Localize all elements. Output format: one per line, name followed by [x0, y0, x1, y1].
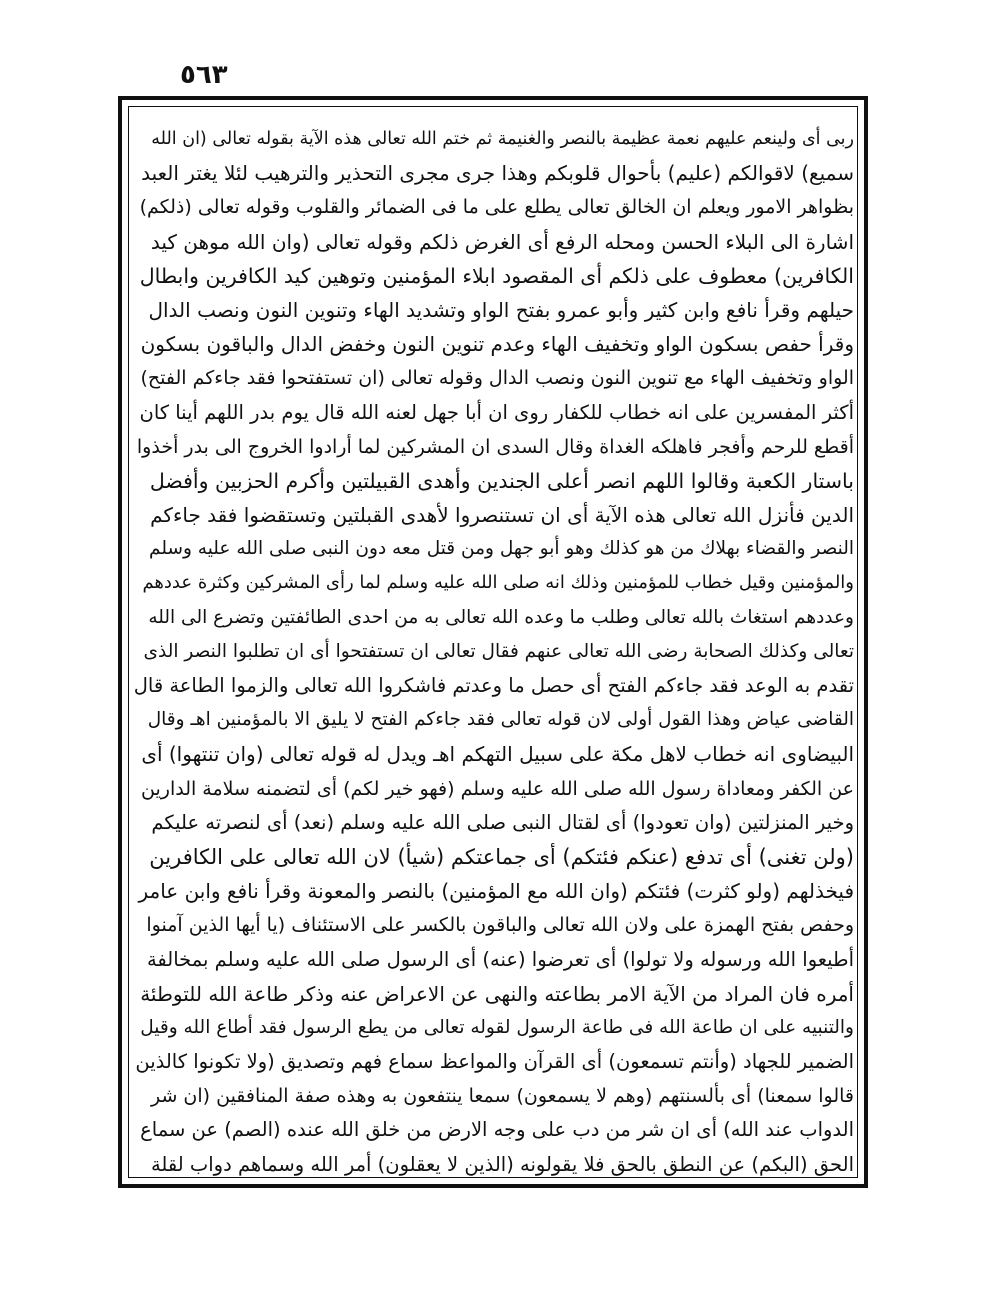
text-line: وخير المنزلتين (وان تعودوا) أى لقتال النبى صلى الله عليه وسلم (نعد) أى لنصرته عليكم [151, 810, 854, 834]
text-line: (ولن تغنى) أى تدفع (عنكم فئتكم) أى جماعتكم (شيأ) لان الله تعالى على الكافرين [149, 844, 854, 869]
text-line: فيخذلهم (ولو كثرت) فئتكم (وان الله مع المؤمنين) بالنصر والمعونة وقرأ نافع وابن عامر [138, 879, 854, 904]
text-line: البيضاوى انه خطاب لاهل مكة على سبيل التهكم اهـ ويدل له قوله تعالى (وان تنتهوا) أى [141, 742, 854, 767]
text-line: النصر والقضاء بهلاك من هو كذلك وهو أبو جهل ومن قتل معه دون النبى صلى الله عليه وسلم [149, 538, 854, 560]
text-line: تقدم به الوعد فقد جاءكم الفتح أى حصل ما وعدتم فاشكروا الله تعالى والزموا الطاعة قال [134, 674, 854, 697]
text-line: أمره فان المراد من الآية الامر بطاعته والنهى عن الاعراض عنه وذكر طاعة الله للتوطئة [140, 981, 854, 1006]
text-line: عن الكفر ومعاداة رسول الله صلى الله عليه وسلم (فهو خير لكم) أى لتضمنه سلامة الدارين [141, 777, 854, 800]
text-line: وعددهم استغاث بالله تعالى وطلب ما وعده الله تعالى به من احدى الطائفتين وتضرع الى الله [148, 606, 854, 628]
text-line: باستار الكعبة وقالوا اللهم انصر أعلى الجندين وأهدى القبيلتين وأكرم الحزبين وأفضل [149, 468, 854, 493]
text-line: أطيعوا الله ورسوله ولا تولوا) أى تعرضوا (عنه) أى الرسول صلى الله عليه وسلم بمخالفة [146, 947, 854, 971]
text-line: وحفص بفتح الهمزة على ولان الله تعالى والباقون بالكسر على الاستئناف (يا أيها الذين آمنوا [146, 914, 854, 937]
text-line: ربى أى ولينعم عليهم نعمة عظيمة بالنصر والغنيمة ثم ختم الله تعالى هذه الآية بقوله تعالى (ان الله [151, 129, 854, 149]
text-line: الدين فأنزل الله تعالى هذه الآية أى ان تستنصروا لأهدى القبلتين وتستقضوا فقد جاءكم [150, 503, 854, 528]
text-line: حيلهم وقرأ نافع وابن كثير وأبو عمرو بفتح الواو وتشديد الهاء وتنوين النون ونصب الدال [148, 297, 854, 322]
text-line: أكثر المفسرين على انه خطاب للكفار روى ان أبا جهل لعنه الله قال يوم بدر اللهم أينا كان [139, 400, 854, 424]
text-line: قالوا سمعنا) أى بألسنتهم (وهم لا يسمعون) سمعا ينتفعون به وهذه صفة المنافقين (ان شر [150, 1085, 854, 1108]
text-line: بظواهر الامور ويعلم ان الخالق تعالى يطلع على ما فى الضمائر والقلوب وقوله تعالى (ذلكم) [139, 196, 854, 219]
text-line: أقطع للرحم وأفجر فاهلكه الغداة وقال السدى ان المشركين لما أرادوا الخروج الى بدر أخذوا [136, 435, 854, 458]
text-line: الدواب عند الله) أى ان شر من دب على وجه الارض من خلق الله عنده (الصم) عن سماع [140, 1118, 854, 1142]
page-number: ٥٦٣ [180, 60, 228, 90]
text-line: القاضى عياض وهذا القول أولى لان قوله تعالى فقد جاءكم الفتح لا يليق الا بالمؤمنين اهـ وقال [147, 709, 854, 731]
page-frame [118, 96, 868, 1188]
text-line: وقرأ حفص بسكون الواو وتخفيف الهاء وعدم تنوين النون وخفض الدال والباقون بسكون [140, 332, 854, 357]
text-line: الواو وتخفيف الهاء مع تنوين النون ونصب الدال وقوله تعالى (ان تستفتحوا فقد جاءكم الفتح) [140, 367, 854, 390]
text-body [134, 122, 854, 1182]
text-line: سميع) لاقوالكم (عليم) بأحوال قلوبكم وهذا جرى مجرى التحذير والترهيب لئلا يغتر العبد [141, 161, 854, 186]
text-line: تعالى وكذلك الصحابة رضى الله تعالى عنهم فقال تعالى ان تستفتحوا أى ان تطلبوا النصر الذى [143, 640, 854, 662]
text-line: والمؤمنين وقيل خطاب للمؤمنين وذلك انه صلى الله عليه وسلم لما رأى المشركين وكثرة عددهم [142, 572, 854, 594]
text-line: الكافرين) معطوف على ذلكم أى المقصود ابلاء المؤمنين وتوهين كيد الكافرين وابطال [139, 263, 854, 288]
text-line: والتنبيه على ان طاعة الله فى طاعة الرسول لقوله تعالى من يطع الرسول فقد أطاع الله وقيل [140, 1016, 854, 1038]
text-line: اشارة الى البلاء الحسن ومحله الرفع أى الغرض ذلكم وقوله تعالى (وان الله موهن كيد [150, 229, 854, 254]
text-line: الحق (البكم) عن النطق بالحق فلا يقولونه (الذين لا يعقلون) أمر الله وسماهم دواب لقلة [150, 1152, 854, 1176]
text-line: الضمير للجهاد (وأنتم تسمعون) أى القرآن والمواعظ سماع فهم وتصديق (ولا تكونوا كالذين [135, 1050, 854, 1074]
